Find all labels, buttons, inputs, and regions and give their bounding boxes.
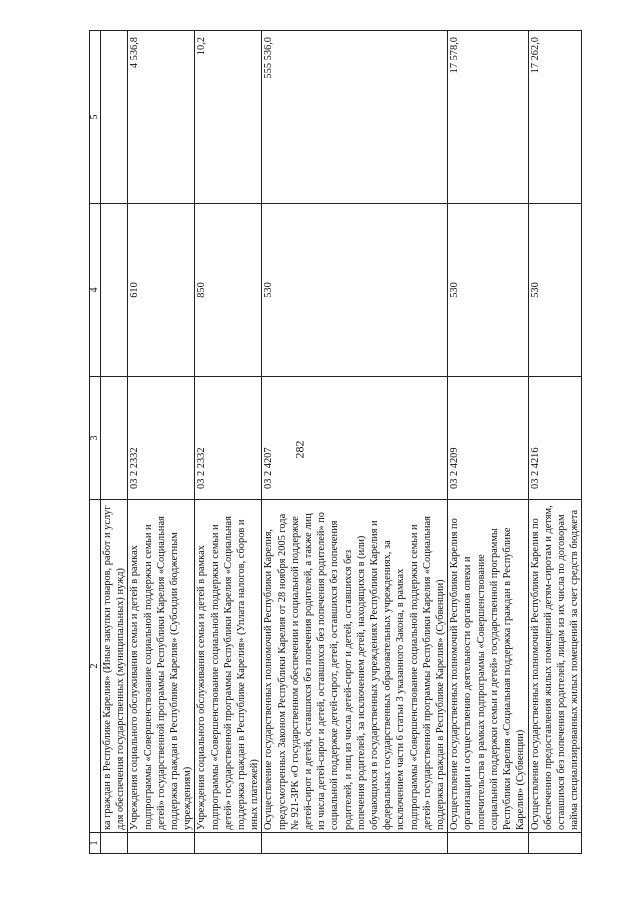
row-name-cell: Осуществление государственных полномочий Республики Карелия по обеспечению предоставления жилых помещений детям-сиротам и детям, оставшимся без попечения родителей, лицам из их числа по договорам найма специализированных жилых помещений за счет средств бюджета xyxy=(528,500,582,833)
budget-table xyxy=(89,30,582,854)
row-name-cell: Осуществление государственных полномочий Республики Карелия по организации и осуществлению деятельности органов опеки и попечительства в рамках подпрограммы «Совершенствование социальной поддержки семьи и детей» государственной программы Республики Карелия «Социальная поддержка граждан в Республике Карелия» (Субвенции) xyxy=(448,500,528,833)
row-code-cell: 03 2 4207 xyxy=(262,377,448,500)
header-col-1: 1 xyxy=(90,833,101,854)
row-name-cell: Осуществление государственных полномочий Республики Карелия, предусмотренных Законом Республики Карелия от 28 ноября 2005 года № 921-ЗРК «О государственном обеспечении и социальной поддержке детей-сирот и детей, оставшихся без попечения родителей, а также лиц из числа детей-сирот и детей, оставшихся без попечения родителей» по социальной поддержке детей-сирот, детей, оставшихся без попечения родителей, и лиц из числа детей-сирот и детей, оставшихся без попечения родителей, за исключением детей, находящихся в (или) обучающихся в государственных учреждениях Республики Карелия и федеральных государственных образовательных учреждениях, за исключением части 6 статьи 3 указанного Закона, в рамках подпрограммы «Совершенствование социальной поддержки семьи и детей» государственной программы Республики Карелия «Социальная поддержка граждан в Республике Карелия» (Субвенции) xyxy=(262,500,448,833)
header-col-2: 2 xyxy=(90,500,101,833)
header-col-5: 5 xyxy=(90,31,101,204)
row-amount-cell: 4 536,8 xyxy=(128,31,195,204)
row-amount-cell: 555 536,0 xyxy=(262,31,448,204)
row-amount-cell: 10,2 xyxy=(195,31,262,204)
row-code-cell xyxy=(101,377,128,500)
row-kind-cell: 610 xyxy=(128,204,195,377)
header-col-4: 4 xyxy=(90,204,101,377)
table-row xyxy=(128,31,195,854)
row-code-cell: 03 2 2332 xyxy=(195,377,262,500)
row-name-cell: Учреждения социального обслуживания семьи и детей в рамках подпрограммы «Совершенствование социальной поддержки семьи и детей» государственной программы Республики Карелия «Социальная поддержка граждан в Республике Карелия» (Субсидии бюджетным учреждениям) xyxy=(128,500,195,833)
table-row xyxy=(195,31,262,854)
row-amount-cell: 17 262,0 xyxy=(528,31,582,204)
table-row xyxy=(448,31,528,854)
table-row xyxy=(262,31,448,854)
rotated-table-container xyxy=(89,37,582,854)
header-col-3: 3 xyxy=(90,377,101,500)
row-index-cell xyxy=(262,833,448,854)
table-row xyxy=(528,31,582,854)
row-amount-cell xyxy=(101,31,128,204)
page-number: 282 xyxy=(292,440,307,459)
row-index-cell xyxy=(195,833,262,854)
row-index-cell xyxy=(528,833,582,854)
row-kind-cell xyxy=(101,204,128,377)
row-name-cell: ка граждан в Республике Карелия» (Иные закупки товаров, работ и услуг для обеспечения государственных (муниципальных) нужд) xyxy=(101,500,128,833)
row-kind-cell: 850 xyxy=(195,204,262,377)
row-index-cell xyxy=(128,833,195,854)
row-name-cell: Учреждения социального обслуживания семьи и детей в рамках подпрограммы «Совершенствование социальной поддержки семьи и детей» государственной программы Республики Карелия «Социальная поддержка граждан в Республике Карелия» (Уплата налогов, сборов и иных платежей) xyxy=(195,500,262,833)
row-index-cell xyxy=(101,833,128,854)
table-row xyxy=(101,31,128,854)
row-amount-cell: 17 578,0 xyxy=(448,31,528,204)
row-kind-cell: 530 xyxy=(448,204,528,377)
row-kind-cell: 530 xyxy=(262,204,448,377)
row-code-cell: 03 2 4216 xyxy=(528,377,582,500)
row-code-cell: 03 2 4209 xyxy=(448,377,528,500)
table-header-row xyxy=(90,31,101,854)
row-kind-cell: 530 xyxy=(528,204,582,377)
row-code-cell: 03 2 2332 xyxy=(128,377,195,500)
row-index-cell xyxy=(448,833,528,854)
